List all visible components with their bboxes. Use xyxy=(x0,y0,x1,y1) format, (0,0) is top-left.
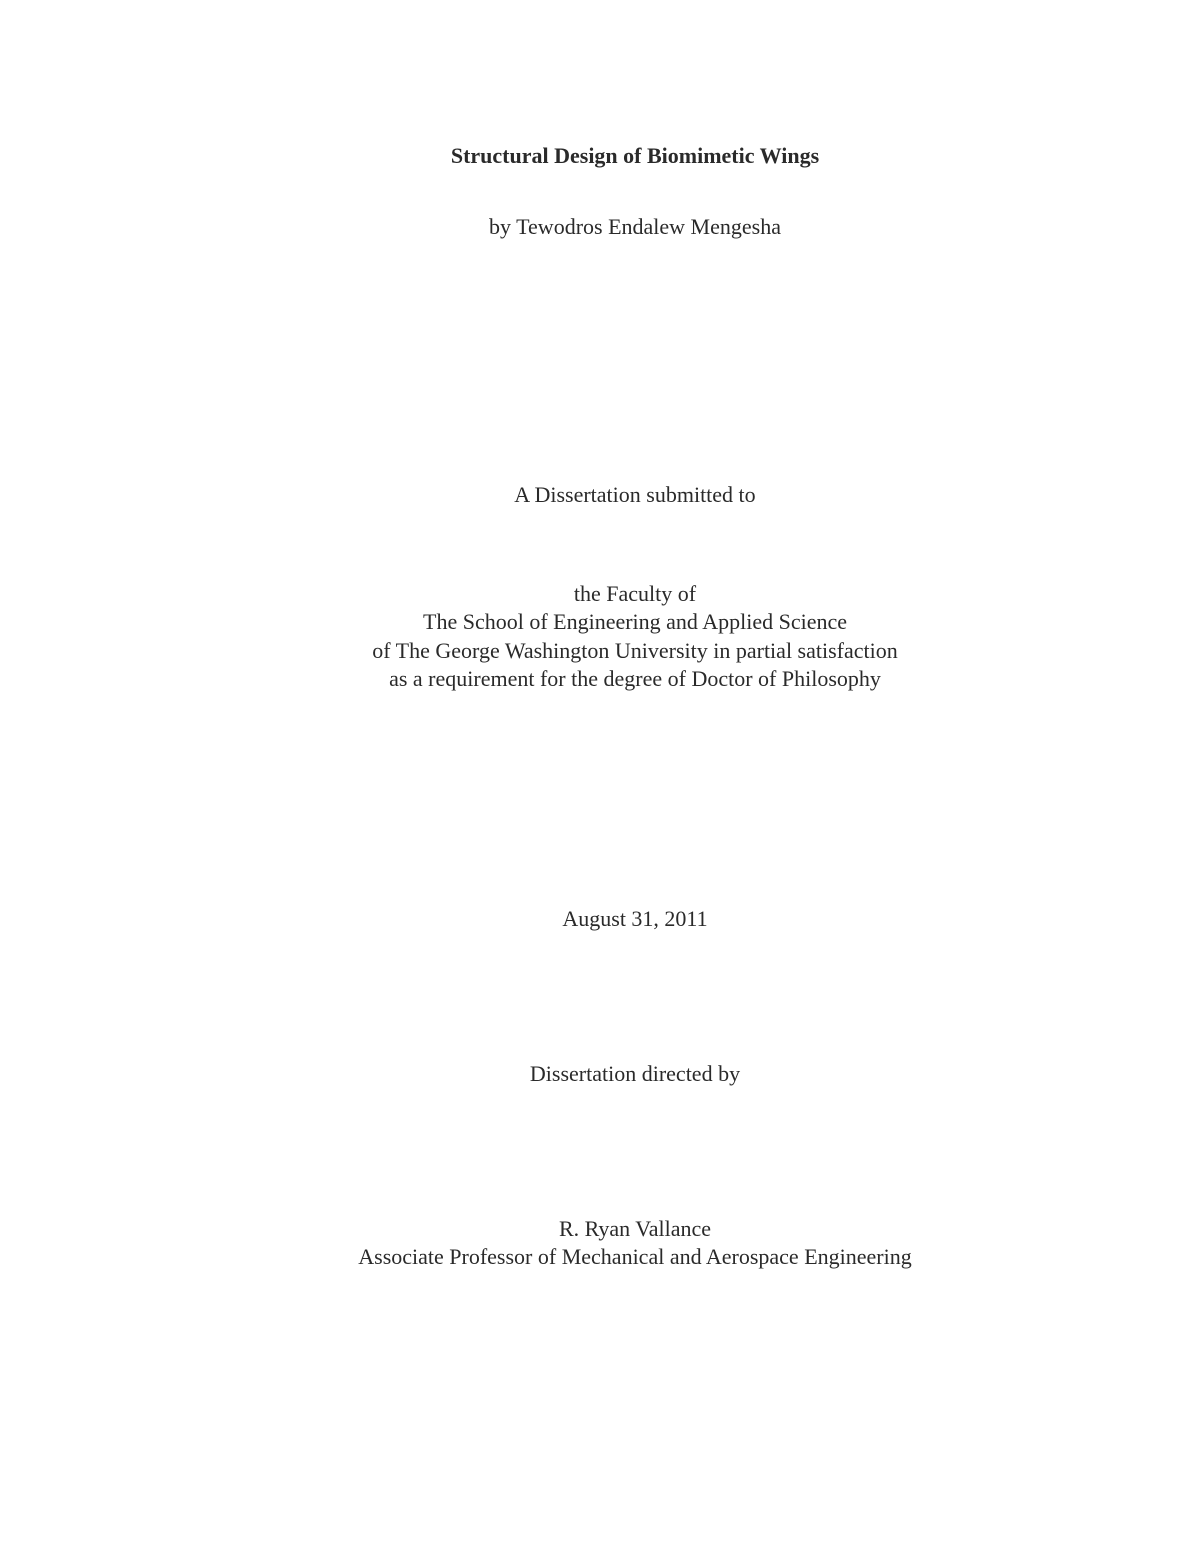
faculty-line-4: as a requirement for the degree of Doctor of Philosophy xyxy=(389,666,881,691)
faculty-line-3: of The George Washington University in partial satisfaction xyxy=(372,638,898,663)
faculty-line-2: The School of Engineering and Applied Science xyxy=(423,609,847,634)
dissertation-title: Structural Design of Biomimetic Wings xyxy=(450,143,820,168)
author-line: by Tewodros Endalew Mengesha xyxy=(489,214,781,239)
directed-by-line: Dissertation directed by xyxy=(529,1061,741,1086)
director-name: R. Ryan Vallance xyxy=(558,1216,712,1241)
submission-date: August 31, 2011 xyxy=(562,906,708,931)
submitted-to-line: A Dissertation submitted to xyxy=(514,482,756,507)
faculty-line-1: the Faculty of xyxy=(573,581,697,606)
director-position: Associate Professor of Mechanical and Aerospace Engineering xyxy=(358,1244,912,1269)
